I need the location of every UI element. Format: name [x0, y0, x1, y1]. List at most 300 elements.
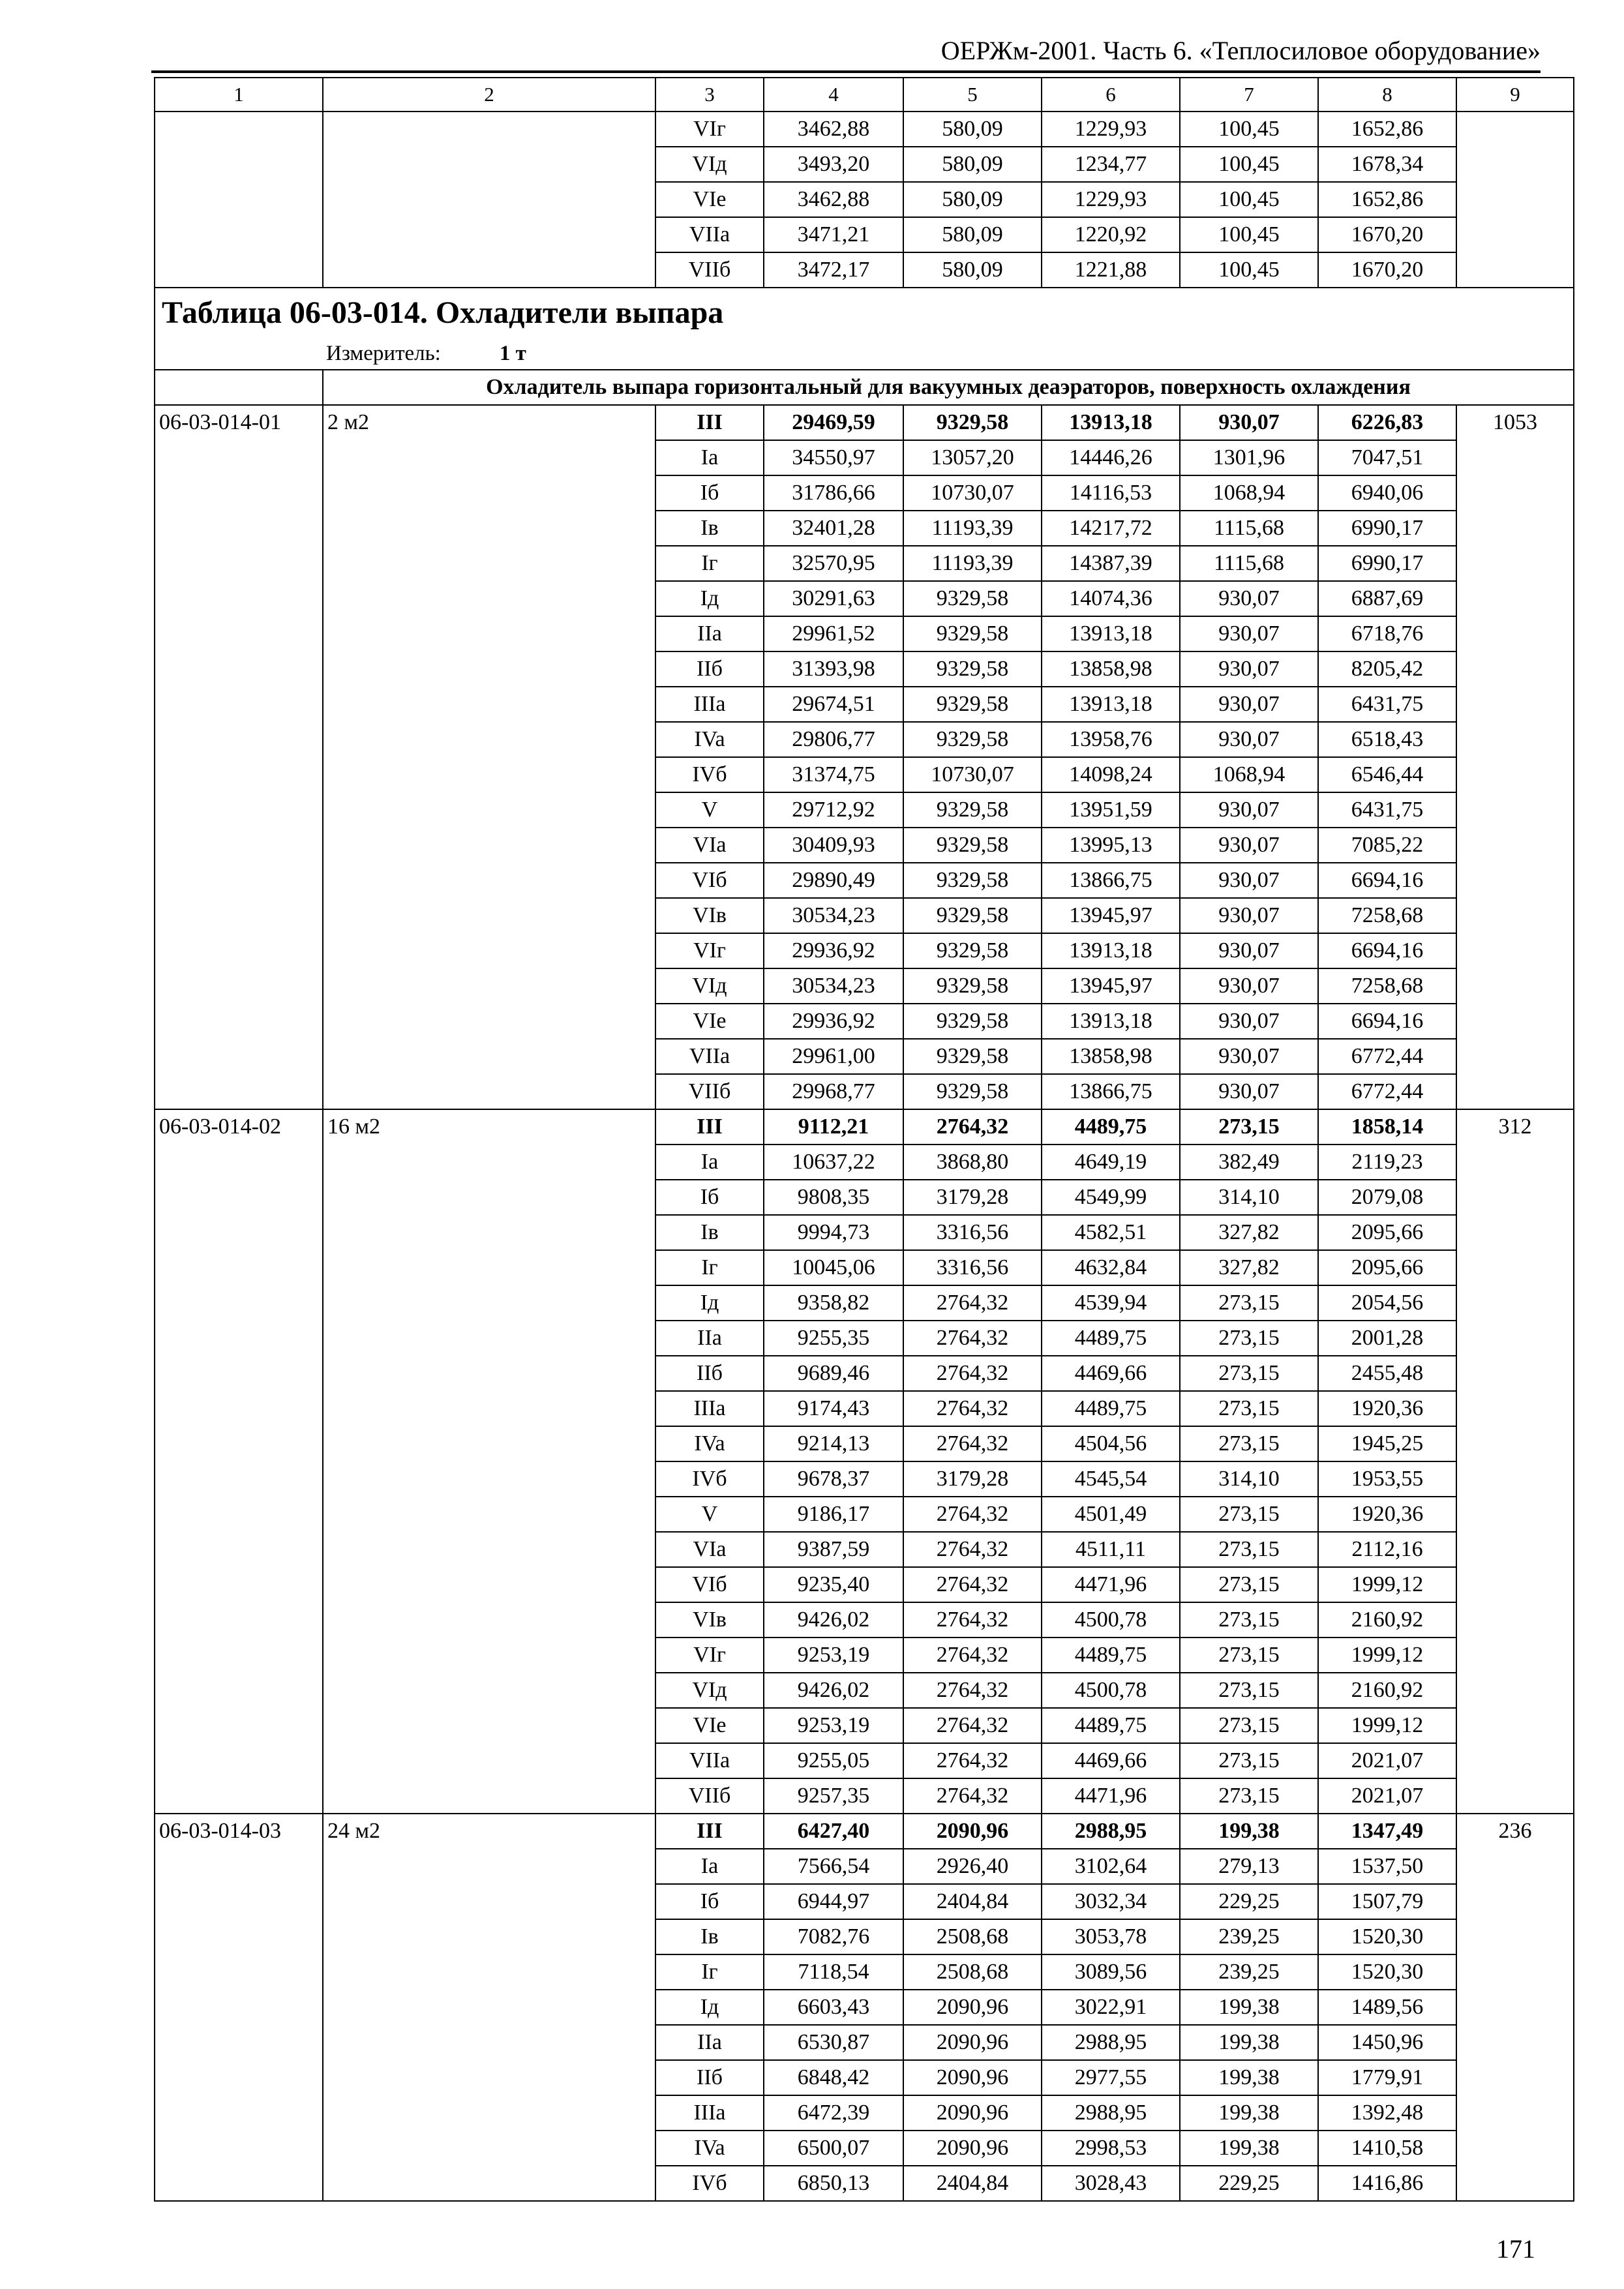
zone-cell: Iг — [655, 1954, 764, 1990]
machines-cell: 1234,77 — [1042, 147, 1180, 182]
wages-cell: 3316,56 — [903, 1215, 1042, 1250]
machines-cell: 13913,18 — [1042, 687, 1180, 722]
total-cost-cell: 31786,66 — [764, 475, 903, 511]
wages-cell: 580,09 — [903, 217, 1042, 252]
zone-cell: IVб — [655, 757, 764, 792]
materials-cell: 1392,48 — [1318, 2095, 1456, 2131]
machines-cell: 4504,56 — [1042, 1426, 1180, 1461]
running-header: ОЕРЖм-2001. Часть 6. «Теплосиловое оборудование» — [940, 36, 1541, 65]
materials-cell: 1999,12 — [1318, 1708, 1456, 1743]
driver-wages-cell: 930,07 — [1180, 933, 1318, 968]
materials-cell: 1450,96 — [1318, 2025, 1456, 2060]
machines-cell: 1220,92 — [1042, 217, 1180, 252]
wages-cell: 3868,80 — [903, 1144, 1042, 1180]
driver-wages-cell: 930,07 — [1180, 1074, 1318, 1109]
wages-cell: 2764,32 — [903, 1426, 1042, 1461]
driver-wages-cell: 1068,94 — [1180, 475, 1318, 511]
machines-cell: 2988,95 — [1042, 1814, 1180, 1849]
machines-cell: 13866,75 — [1042, 863, 1180, 898]
total-cost-cell: 9214,13 — [764, 1426, 903, 1461]
total-cost-cell: 9112,21 — [764, 1109, 903, 1144]
materials-cell: 2095,66 — [1318, 1250, 1456, 1285]
materials-cell: 2160,92 — [1318, 1673, 1456, 1708]
driver-wages-cell: 930,07 — [1180, 792, 1318, 828]
price-table-body — [155, 78, 1574, 2201]
total-cost-cell: 6603,43 — [764, 1990, 903, 2025]
zone-cell: IIб — [655, 651, 764, 687]
total-cost-cell: 10637,22 — [764, 1144, 903, 1180]
wages-cell: 2764,32 — [903, 1109, 1042, 1144]
machines-cell: 13913,18 — [1042, 1004, 1180, 1039]
header-rule — [151, 70, 1541, 73]
driver-wages-cell: 930,07 — [1180, 1039, 1318, 1074]
wages-cell: 9329,58 — [903, 968, 1042, 1004]
column-number: 4 — [764, 78, 903, 112]
materials-cell: 1652,86 — [1318, 112, 1456, 147]
driver-wages-cell: 273,15 — [1180, 1426, 1318, 1461]
total-cost-cell: 29806,77 — [764, 722, 903, 757]
wages-cell: 2764,32 — [903, 1708, 1042, 1743]
driver-wages-cell: 930,07 — [1180, 405, 1318, 440]
driver-wages-cell: 382,49 — [1180, 1144, 1318, 1180]
zone-cell: VIIa — [655, 1743, 764, 1778]
machines-cell: 4539,94 — [1042, 1285, 1180, 1321]
materials-cell: 6990,17 — [1318, 511, 1456, 546]
table-row — [155, 112, 1574, 147]
total-cost-cell: 6427,40 — [764, 1814, 903, 1849]
driver-wages-cell: 273,15 — [1180, 1497, 1318, 1532]
total-cost-cell: 29469,59 — [764, 405, 903, 440]
zone-cell: IIa — [655, 1321, 764, 1356]
wages-cell: 580,09 — [903, 147, 1042, 182]
total-cost-cell: 7118,54 — [764, 1954, 903, 1990]
total-cost-cell: 9426,02 — [764, 1602, 903, 1638]
total-cost-cell: 30534,23 — [764, 968, 903, 1004]
total-cost-cell: 9235,40 — [764, 1567, 903, 1602]
materials-cell: 2021,07 — [1318, 1743, 1456, 1778]
driver-wages-cell: 930,07 — [1180, 968, 1318, 1004]
zone-cell: Iв — [655, 1215, 764, 1250]
total-cost-cell: 7082,76 — [764, 1919, 903, 1954]
driver-wages-cell: 199,38 — [1180, 2095, 1318, 2131]
machines-cell: 4500,78 — [1042, 1602, 1180, 1638]
materials-cell: 1779,91 — [1318, 2060, 1456, 2095]
zone-cell: III — [655, 1814, 764, 1849]
zone-cell: VIг — [655, 1638, 764, 1673]
wages-cell: 2764,32 — [903, 1743, 1042, 1778]
wages-cell: 580,09 — [903, 252, 1042, 288]
column-number: 1 — [155, 78, 323, 112]
table-row — [155, 405, 1574, 440]
total-cost-cell: 30291,63 — [764, 581, 903, 616]
materials-cell: 1416,86 — [1318, 2166, 1456, 2201]
machines-cell: 4582,51 — [1042, 1215, 1180, 1250]
materials-cell: 6772,44 — [1318, 1039, 1456, 1074]
zone-cell: VIб — [655, 1567, 764, 1602]
materials-cell: 2095,66 — [1318, 1215, 1456, 1250]
materials-cell: 1489,56 — [1318, 1990, 1456, 2025]
materials-cell: 6431,75 — [1318, 792, 1456, 828]
zone-cell: IIa — [655, 2025, 764, 2060]
wages-cell: 10730,07 — [903, 475, 1042, 511]
zone-cell: VIв — [655, 898, 764, 933]
wages-cell: 2764,32 — [903, 1391, 1042, 1426]
column-number: 6 — [1042, 78, 1180, 112]
total-cost-cell: 9358,82 — [764, 1285, 903, 1321]
zone-cell: Ia — [655, 1849, 764, 1884]
driver-wages-cell: 273,15 — [1180, 1321, 1318, 1356]
column-number: 9 — [1456, 78, 1574, 112]
mass-cell: 1053 — [1456, 405, 1574, 1109]
total-cost-cell: 6530,87 — [764, 2025, 903, 2060]
materials-cell: 2079,08 — [1318, 1180, 1456, 1215]
wages-cell: 9329,58 — [903, 933, 1042, 968]
zone-cell: VIв — [655, 1602, 764, 1638]
zone-cell: IIa — [655, 616, 764, 651]
zone-cell: Iб — [655, 1180, 764, 1215]
machines-cell: 2988,95 — [1042, 2025, 1180, 2060]
machines-cell: 14074,36 — [1042, 581, 1180, 616]
wages-cell: 9329,58 — [903, 828, 1042, 863]
machines-cell: 4632,84 — [1042, 1250, 1180, 1285]
wages-cell: 2764,32 — [903, 1602, 1042, 1638]
machines-cell: 4489,75 — [1042, 1321, 1180, 1356]
column-number: 2 — [323, 78, 655, 112]
wages-cell: 9329,58 — [903, 1039, 1042, 1074]
machines-cell: 13951,59 — [1042, 792, 1180, 828]
measure-value: 1 т — [499, 342, 526, 365]
zone-cell: VIб — [655, 863, 764, 898]
machines-cell: 13995,13 — [1042, 828, 1180, 863]
column-number: 8 — [1318, 78, 1456, 112]
materials-cell: 1520,30 — [1318, 1919, 1456, 1954]
machines-cell: 4489,75 — [1042, 1391, 1180, 1426]
machines-cell: 13858,98 — [1042, 1039, 1180, 1074]
wages-cell: 580,09 — [903, 112, 1042, 147]
materials-cell: 7258,68 — [1318, 898, 1456, 933]
zone-cell: IIб — [655, 1356, 764, 1391]
driver-wages-cell: 1115,68 — [1180, 511, 1318, 546]
table-title: Таблица 06-03-014. Охладители выпара — [155, 288, 1574, 338]
machines-cell: 13858,98 — [1042, 651, 1180, 687]
zone-cell: VIг — [655, 933, 764, 968]
driver-wages-cell: 100,45 — [1180, 252, 1318, 288]
materials-cell: 7085,22 — [1318, 828, 1456, 863]
wages-cell: 2764,32 — [903, 1497, 1042, 1532]
zone-cell: III — [655, 1109, 764, 1144]
zone-cell: IIIa — [655, 2095, 764, 2131]
wages-cell: 9329,58 — [903, 722, 1042, 757]
materials-cell: 1347,49 — [1318, 1814, 1456, 1849]
wages-cell: 13057,20 — [903, 440, 1042, 475]
zone-cell: VIг — [655, 112, 764, 147]
wages-cell: 11193,39 — [903, 546, 1042, 581]
materials-cell: 6518,43 — [1318, 722, 1456, 757]
materials-cell: 2021,07 — [1318, 1778, 1456, 1814]
driver-wages-cell: 100,45 — [1180, 217, 1318, 252]
table-title-row — [155, 288, 1574, 338]
total-cost-cell: 9994,73 — [764, 1215, 903, 1250]
zone-cell: IVa — [655, 722, 764, 757]
total-cost-cell: 9174,43 — [764, 1391, 903, 1426]
wages-cell: 2764,32 — [903, 1673, 1042, 1708]
machines-cell: 3089,56 — [1042, 1954, 1180, 1990]
wages-cell: 2090,96 — [903, 1814, 1042, 1849]
total-cost-cell: 29961,00 — [764, 1039, 903, 1074]
machines-cell: 4649,19 — [1042, 1144, 1180, 1180]
driver-wages-cell: 327,82 — [1180, 1215, 1318, 1250]
wages-cell: 3316,56 — [903, 1250, 1042, 1285]
total-cost-cell: 29936,92 — [764, 933, 903, 968]
wages-cell: 9329,58 — [903, 616, 1042, 651]
zone-cell: Iб — [655, 1884, 764, 1919]
machines-cell: 4471,96 — [1042, 1567, 1180, 1602]
machines-cell: 3028,43 — [1042, 2166, 1180, 2201]
driver-wages-cell: 930,07 — [1180, 616, 1318, 651]
zone-cell: VIIб — [655, 252, 764, 288]
wages-cell: 2508,68 — [903, 1954, 1042, 1990]
measure-cell — [155, 338, 1574, 370]
machines-cell: 13913,18 — [1042, 616, 1180, 651]
total-cost-cell: 3472,17 — [764, 252, 903, 288]
page-number: 171 — [1496, 2234, 1535, 2264]
materials-cell: 1953,55 — [1318, 1461, 1456, 1497]
driver-wages-cell: 273,15 — [1180, 1567, 1318, 1602]
total-cost-cell: 3493,20 — [764, 147, 903, 182]
total-cost-cell: 31393,98 — [764, 651, 903, 687]
zone-cell: IVa — [655, 2131, 764, 2166]
materials-cell: 1678,34 — [1318, 147, 1456, 182]
measure-row — [155, 338, 1574, 370]
materials-cell: 6694,16 — [1318, 933, 1456, 968]
machines-cell: 4549,99 — [1042, 1180, 1180, 1215]
machines-cell: 4489,75 — [1042, 1708, 1180, 1743]
code-cell: 06-03-014-01 — [155, 405, 323, 1109]
machines-cell: 1229,93 — [1042, 182, 1180, 217]
machines-cell: 2988,95 — [1042, 2095, 1180, 2131]
wages-cell: 580,09 — [903, 182, 1042, 217]
code-cell: 06-03-014-03 — [155, 1814, 323, 2201]
zone-cell: VIIa — [655, 217, 764, 252]
driver-wages-cell: 1115,68 — [1180, 546, 1318, 581]
materials-cell: 6694,16 — [1318, 863, 1456, 898]
materials-cell: 1945,25 — [1318, 1426, 1456, 1461]
wages-cell: 9329,58 — [903, 687, 1042, 722]
wages-cell: 9329,58 — [903, 651, 1042, 687]
total-cost-cell: 9253,19 — [764, 1638, 903, 1673]
total-cost-cell: 29936,92 — [764, 1004, 903, 1039]
wages-cell: 2764,32 — [903, 1567, 1042, 1602]
mass-cell-empty — [1456, 112, 1574, 288]
name-cell: 2 м2 — [323, 405, 655, 1109]
zone-cell: VIд — [655, 1673, 764, 1708]
wages-cell: 9329,58 — [903, 898, 1042, 933]
driver-wages-cell: 100,45 — [1180, 112, 1318, 147]
zone-cell: IIб — [655, 2060, 764, 2095]
total-cost-cell: 6472,39 — [764, 2095, 903, 2131]
name-cell-empty — [323, 112, 655, 288]
zone-cell: Ia — [655, 440, 764, 475]
column-number: 3 — [655, 78, 764, 112]
wages-cell: 3179,28 — [903, 1180, 1042, 1215]
machines-cell: 4500,78 — [1042, 1673, 1180, 1708]
materials-cell: 6694,16 — [1318, 1004, 1456, 1039]
total-cost-cell: 7566,54 — [764, 1849, 903, 1884]
zone-cell: VIIб — [655, 1778, 764, 1814]
zone-cell: VIIб — [655, 1074, 764, 1109]
total-cost-cell: 29968,77 — [764, 1074, 903, 1109]
code-cell: 06-03-014-02 — [155, 1109, 323, 1814]
total-cost-cell: 9253,19 — [764, 1708, 903, 1743]
materials-cell: 6431,75 — [1318, 687, 1456, 722]
wages-cell: 9329,58 — [903, 863, 1042, 898]
materials-cell: 1999,12 — [1318, 1638, 1456, 1673]
wages-cell: 2090,96 — [903, 2131, 1042, 2166]
machines-cell: 13913,18 — [1042, 933, 1180, 968]
wages-cell: 9329,58 — [903, 405, 1042, 440]
machines-cell: 3102,64 — [1042, 1849, 1180, 1884]
driver-wages-cell: 273,15 — [1180, 1602, 1318, 1638]
zone-cell: IVб — [655, 2166, 764, 2201]
zone-cell: VIe — [655, 182, 764, 217]
machines-cell: 2998,53 — [1042, 2131, 1180, 2166]
machines-cell: 14387,39 — [1042, 546, 1180, 581]
total-cost-cell: 29890,49 — [764, 863, 903, 898]
materials-cell: 7047,51 — [1318, 440, 1456, 475]
driver-wages-cell: 199,38 — [1180, 1990, 1318, 2025]
driver-wages-cell: 930,07 — [1180, 863, 1318, 898]
table-row — [155, 1814, 1574, 1849]
driver-wages-cell: 273,15 — [1180, 1532, 1318, 1567]
wages-cell: 2090,96 — [903, 2095, 1042, 2131]
driver-wages-cell: 239,25 — [1180, 1919, 1318, 1954]
machines-cell: 1229,93 — [1042, 112, 1180, 147]
section-empty-cell — [155, 370, 323, 405]
wages-cell: 9329,58 — [903, 581, 1042, 616]
total-cost-cell: 10045,06 — [764, 1250, 903, 1285]
materials-cell: 6940,06 — [1318, 475, 1456, 511]
machines-cell: 14116,53 — [1042, 475, 1180, 511]
wages-cell: 11193,39 — [903, 511, 1042, 546]
materials-cell: 6546,44 — [1318, 757, 1456, 792]
total-cost-cell: 30534,23 — [764, 898, 903, 933]
materials-cell: 1652,86 — [1318, 182, 1456, 217]
driver-wages-cell: 100,45 — [1180, 182, 1318, 217]
machines-cell: 3022,91 — [1042, 1990, 1180, 2025]
name-cell: 24 м2 — [323, 1814, 655, 2201]
machines-cell: 14098,24 — [1042, 757, 1180, 792]
wages-cell: 2764,32 — [903, 1321, 1042, 1356]
materials-cell: 1537,50 — [1318, 1849, 1456, 1884]
driver-wages-cell: 229,25 — [1180, 2166, 1318, 2201]
driver-wages-cell: 1301,96 — [1180, 440, 1318, 475]
driver-wages-cell: 273,15 — [1180, 1356, 1318, 1391]
total-cost-cell: 9387,59 — [764, 1532, 903, 1567]
total-cost-cell: 3462,88 — [764, 182, 903, 217]
total-cost-cell: 9678,37 — [764, 1461, 903, 1497]
zone-cell: Iд — [655, 1285, 764, 1321]
materials-cell: 2054,56 — [1318, 1285, 1456, 1321]
table-row — [155, 1109, 1574, 1144]
machines-cell: 4545,54 — [1042, 1461, 1180, 1497]
driver-wages-cell: 273,15 — [1180, 1109, 1318, 1144]
zone-cell: Iг — [655, 546, 764, 581]
machines-cell: 4501,49 — [1042, 1497, 1180, 1532]
driver-wages-cell: 314,10 — [1180, 1180, 1318, 1215]
materials-cell: 2112,16 — [1318, 1532, 1456, 1567]
machines-cell: 13913,18 — [1042, 405, 1180, 440]
materials-cell: 6887,69 — [1318, 581, 1456, 616]
total-cost-cell: 9255,35 — [764, 1321, 903, 1356]
materials-cell: 1920,36 — [1318, 1497, 1456, 1532]
zone-cell: VIд — [655, 147, 764, 182]
total-cost-cell: 9426,02 — [764, 1673, 903, 1708]
driver-wages-cell: 199,38 — [1180, 2131, 1318, 2166]
zone-cell: V — [655, 1497, 764, 1532]
zone-cell: V — [655, 792, 764, 828]
machines-cell: 13945,97 — [1042, 898, 1180, 933]
driver-wages-cell: 930,07 — [1180, 1004, 1318, 1039]
price-table-wrap — [154, 77, 1574, 2202]
driver-wages-cell: 930,07 — [1180, 898, 1318, 933]
total-cost-cell: 6944,97 — [764, 1884, 903, 1919]
materials-cell: 1520,30 — [1318, 1954, 1456, 1990]
driver-wages-cell: 239,25 — [1180, 1954, 1318, 1990]
zone-cell: Iв — [655, 1919, 764, 1954]
machines-cell: 14217,72 — [1042, 511, 1180, 546]
total-cost-cell: 29674,51 — [764, 687, 903, 722]
machines-cell: 3032,34 — [1042, 1884, 1180, 1919]
machines-cell: 2977,55 — [1042, 2060, 1180, 2095]
materials-cell: 6718,76 — [1318, 616, 1456, 651]
column-number: 7 — [1180, 78, 1318, 112]
materials-cell: 2455,48 — [1318, 1356, 1456, 1391]
driver-wages-cell: 273,15 — [1180, 1391, 1318, 1426]
total-cost-cell: 9689,46 — [764, 1356, 903, 1391]
mass-cell: 236 — [1456, 1814, 1574, 2201]
wages-cell: 9329,58 — [903, 1004, 1042, 1039]
driver-wages-cell: 199,38 — [1180, 2060, 1318, 2095]
name-cell: 16 м2 — [323, 1109, 655, 1814]
wages-cell: 2090,96 — [903, 1990, 1042, 2025]
machines-cell: 4489,75 — [1042, 1638, 1180, 1673]
total-cost-cell: 29961,52 — [764, 616, 903, 651]
driver-wages-cell: 930,07 — [1180, 581, 1318, 616]
zone-cell: VIa — [655, 828, 764, 863]
driver-wages-cell: 930,07 — [1180, 828, 1318, 863]
wages-cell: 2090,96 — [903, 2060, 1042, 2095]
driver-wages-cell: 314,10 — [1180, 1461, 1318, 1497]
section-row — [155, 370, 1574, 405]
materials-cell: 8205,42 — [1318, 651, 1456, 687]
zone-cell: VIe — [655, 1004, 764, 1039]
wages-cell: 2764,32 — [903, 1532, 1042, 1567]
materials-cell: 1410,58 — [1318, 2131, 1456, 2166]
wages-cell: 2764,32 — [903, 1356, 1042, 1391]
column-number: 5 — [903, 78, 1042, 112]
machines-cell: 1221,88 — [1042, 252, 1180, 288]
zone-cell: Iв — [655, 511, 764, 546]
mass-cell: 312 — [1456, 1109, 1574, 1814]
zone-cell: Ia — [655, 1144, 764, 1180]
driver-wages-cell: 1068,94 — [1180, 757, 1318, 792]
wages-cell: 3179,28 — [903, 1461, 1042, 1497]
machines-cell: 14446,26 — [1042, 440, 1180, 475]
driver-wages-cell: 199,38 — [1180, 1814, 1318, 1849]
total-cost-cell: 9255,05 — [764, 1743, 903, 1778]
wages-cell: 2404,84 — [903, 2166, 1042, 2201]
materials-cell: 1507,79 — [1318, 1884, 1456, 1919]
